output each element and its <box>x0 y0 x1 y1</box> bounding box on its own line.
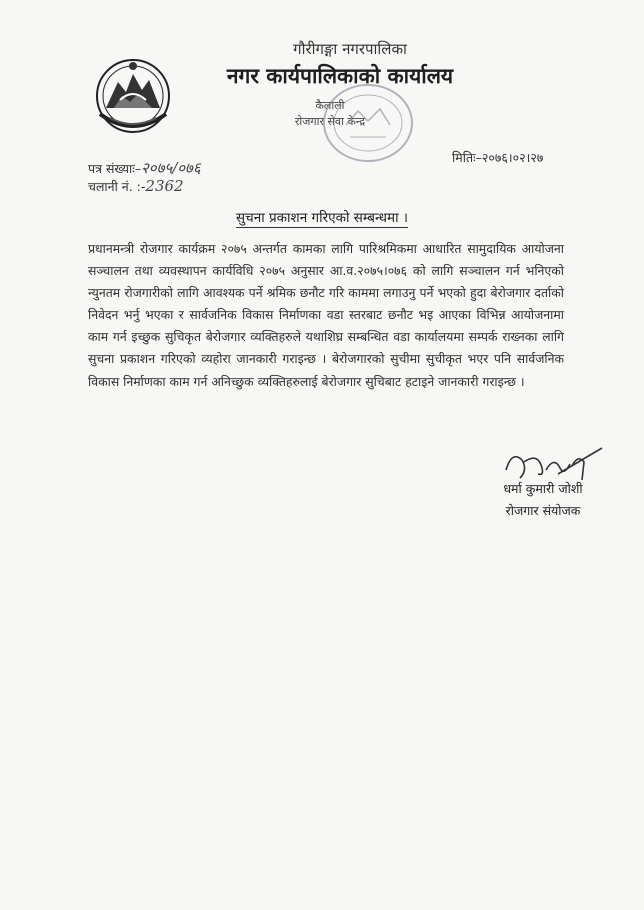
dispatch-label: चलानी नं. :- <box>88 179 146 194</box>
signature-icon <box>498 440 608 485</box>
signer-title: रोजगार संयोजक <box>505 503 581 518</box>
dispatch-number <box>88 177 184 195</box>
subject-line <box>0 208 644 226</box>
signer-name: धर्मा कुमारी जोशी <box>503 481 583 496</box>
office-stamp-icon <box>310 75 420 170</box>
reference-number <box>88 158 201 178</box>
org-name: गौरीगङ्गा नगरपालिका <box>293 40 407 58</box>
office-name: नगर कार्यपालिकाको कार्यालय <box>226 64 454 88</box>
district-name: कैलाली <box>315 99 345 112</box>
subject-text: सुचना प्रकाशन गरिएको सम्बन्धमा । <box>236 210 408 226</box>
reference-label: पत्र संख्याः– <box>88 161 141 176</box>
reference-value: २०७५/०७६ <box>141 159 201 177</box>
employment-center-name: रोजगार सेवा केन्द्र <box>294 115 366 128</box>
dispatch-value: 2362 <box>145 177 184 195</box>
nepal-emblem-icon <box>92 58 174 136</box>
letter-date: मितिः–२०७६।०२।२७ <box>452 150 544 165</box>
notice-body: प्रधानमन्त्री रोजगार कार्यक्रम २०७५ अन्तर्गत कामका लागि पारिश्रमिकमा आधारित सामुदायिक आयोजना सञ्चालन तथा व्यवस्थापन कार्यविधि २०७५ अनुसार आ.व.२०७५।०७६ को लागि सञ्चालन गर्न भनिएको न्युनतम रोजगारीको लागि आवश्यक पर्ने श्रमिक छनौट गरि काममा लगाउनु पर्ने भएको हुदा बेरोजगार दर्ताको निवेदन भर्नु भएका र सार्वजनिक विकास निर्माणका वडा स्तरबाट छनौट भइ आएका विभिन्न आयोजनामा काम गर्न इच्छुक सुचिकृत बेरोजगार व्यक्तिहरुले यथाशिघ्र सम्बन्धित वडा कार्यालयमा सम्पर्क राख्नका लागि सुचना प्रकाशन गरिएको व्यहोरा जानकारी गराइन्छ । बेरोजगारको सुचीमा सुचीकृत भएर पनि सार्वजनिक विकास निर्माणका काम गर्न अनिच्छुक व्यक्तिहरुलाई बेरोजगार सुचिबाट हटाइने जानकारी गराइन्छ । <box>88 241 564 389</box>
